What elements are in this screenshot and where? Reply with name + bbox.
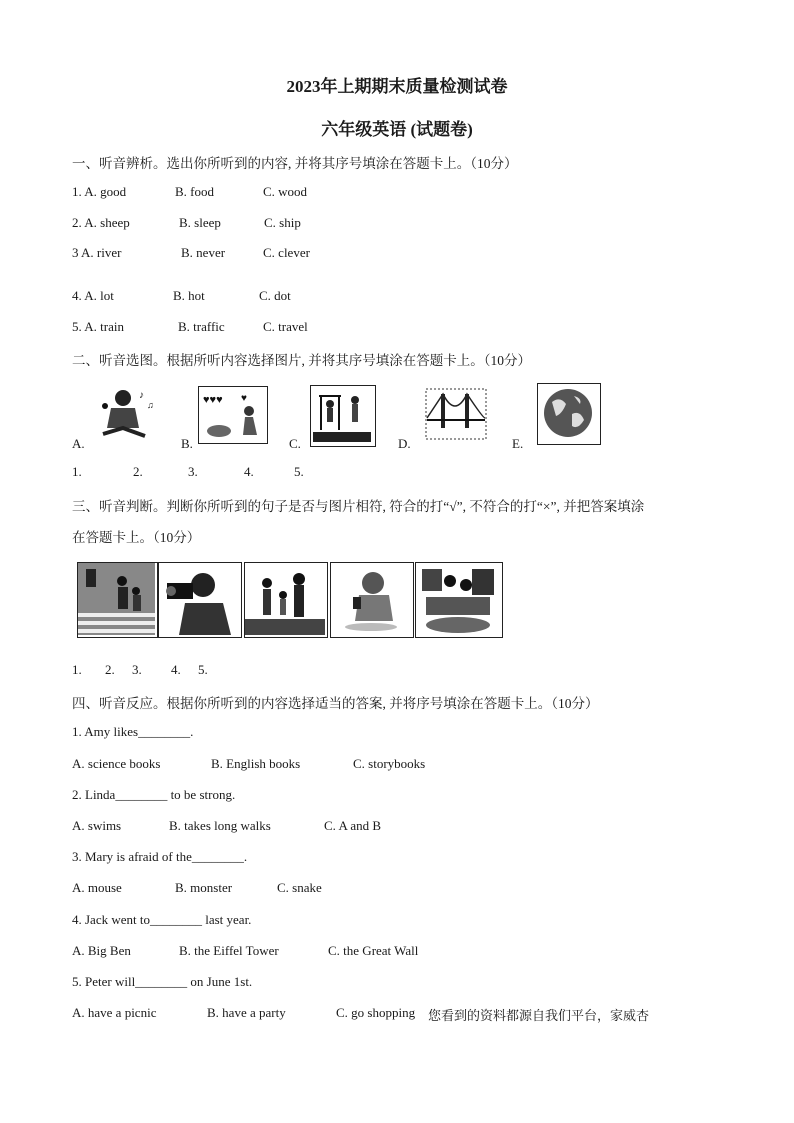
option-c: C. A and B <box>324 818 382 833</box>
watermark-text: 您看到的资料都源自我们平台，家威杏 <box>428 1008 650 1023</box>
option-b: B. the Eiffel Tower <box>179 943 279 958</box>
page-title: 2023年上期期末质量检测试卷 <box>286 77 508 96</box>
picture-label-a: A. <box>72 436 85 451</box>
option-a: 2. A. sheep <box>72 215 130 230</box>
part1-heading: 一、听音辨析。选出你所听到的内容, 并将其序号填涂在答题卡上。（10分） <box>72 156 518 171</box>
page-subtitle: 六年级英语 (试题卷) <box>321 120 473 139</box>
option-b: B. English books <box>211 756 301 771</box>
question-5: 5. Peter will________ on June 1st. <box>72 974 253 989</box>
option-c: C. ship <box>264 215 301 230</box>
answer-number: 4. <box>244 464 254 479</box>
gym-exercise-picture <box>310 385 376 447</box>
picture-label-c: C. <box>289 436 301 451</box>
option-a: A. science books <box>72 756 161 771</box>
singing-boy-picture <box>93 384 157 444</box>
option-a: A. swims <box>72 818 122 833</box>
option-b: B. traffic <box>178 319 225 334</box>
option-c: C. snake <box>277 880 322 895</box>
question-3: 3. Mary is afraid of the________. <box>72 849 248 864</box>
option-b: B. takes long walks <box>169 818 271 833</box>
option-c: C. wood <box>263 184 308 199</box>
svg-text:♥♥♥: ♥♥♥ <box>203 394 223 406</box>
hearts-picture <box>198 386 268 444</box>
answer-number: 5. <box>294 464 304 479</box>
family-walking-picture <box>244 562 328 638</box>
option-a: A. have a picnic <box>72 1005 157 1020</box>
photographer-picture <box>158 562 242 638</box>
girl-drinking-picture <box>330 562 414 638</box>
option-c: C. clever <box>263 245 310 260</box>
question-2: 2. Linda________ to be strong. <box>72 787 236 802</box>
option-a: 4. A. lot <box>72 288 114 303</box>
crosswalk-picture <box>77 562 158 638</box>
question-4: 4. Jack went to________ last year. <box>72 912 252 927</box>
option-a: 5. A. train <box>72 319 124 334</box>
answer-number: 1. <box>72 662 82 677</box>
answer-number: 1. <box>72 464 82 479</box>
answer-number: 2. <box>105 662 115 677</box>
globe-picture <box>537 383 601 445</box>
family-room-picture <box>415 562 503 638</box>
option-a: 3 A. river <box>72 245 122 260</box>
option-c: C. dot <box>259 288 291 303</box>
part3-heading-line2: 在答题卡上。（10分） <box>72 530 201 545</box>
svg-text:♥: ♥ <box>241 393 247 404</box>
svg-text:♫: ♫ <box>147 400 154 410</box>
option-c: C. the Great Wall <box>328 943 419 958</box>
answer-number: 2. <box>133 464 143 479</box>
option-b: B. have a party <box>207 1005 286 1020</box>
answer-number: 3. <box>132 662 142 677</box>
picture-label-d: D. <box>398 436 411 451</box>
option-b: B. never <box>181 245 226 260</box>
option-a: 1. A. good <box>72 184 127 199</box>
answer-number: 4. <box>171 662 181 677</box>
answer-number: 5. <box>198 662 208 677</box>
bridge-picture <box>425 388 487 440</box>
option-c: C. travel <box>263 319 308 334</box>
option-b: B. hot <box>173 288 205 303</box>
svg-text:♪: ♪ <box>139 390 144 401</box>
option-c: C. go shopping <box>336 1005 416 1020</box>
option-b: B. monster <box>175 880 233 895</box>
option-b: B. sleep <box>179 215 221 230</box>
option-c: C. storybooks <box>353 756 426 771</box>
part3-heading-line1: 三、听音判断。判断你所听到的句子是否与图片相符, 符合的打“√”, 不符合的打“×”, 并把答案填涂 <box>72 499 645 514</box>
option-a: A. Big Ben <box>72 943 131 958</box>
question-1: 1. Amy likes________. <box>72 724 194 739</box>
part4-heading: 四、听音反应。根据你所听到的内容选择适当的答案, 并将序号填涂在答题卡上。（10分） <box>72 696 599 711</box>
part2-heading: 二、听音选图。根据所听内容选择图片, 并将其序号填涂在答题卡上。（10分） <box>72 353 531 368</box>
option-b: B. food <box>175 184 214 199</box>
picture-label-e: E. <box>512 436 524 451</box>
option-a: A. mouse <box>72 880 122 895</box>
picture-label-b: B. <box>181 436 193 451</box>
answer-number: 3. <box>188 464 198 479</box>
